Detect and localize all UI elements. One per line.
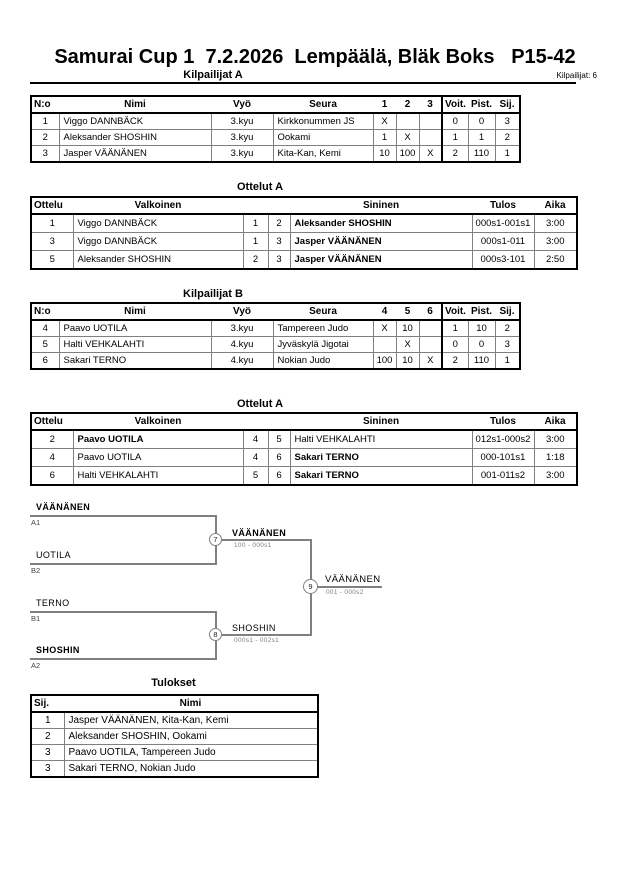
cell-name: Sakari TERNO, Nokian Judo (64, 761, 318, 778)
col-header-time: Aika (534, 197, 577, 214)
cell-blue-name: Sakari TERNO (290, 467, 472, 486)
col-header-r1: 4 (373, 303, 396, 320)
cell-match-no: 1 (31, 214, 73, 233)
col-header-no: N:o (31, 96, 59, 113)
page-title: Samurai Cup 1 7.2.2026 Lempäälä, Bläk Boks P15-42 (54, 46, 576, 68)
result-row (31, 712, 318, 729)
bracket-line (216, 539, 312, 541)
col-header-place: Sij. (495, 96, 520, 113)
bracket-entry-name: UOTILA (36, 550, 71, 560)
bracket-line (30, 515, 217, 517)
col-header-r2: 5 (396, 303, 419, 320)
cell-place: 3 (495, 337, 520, 353)
header-rule (30, 82, 576, 84)
col-header-wins: Voit. (442, 96, 468, 113)
cell-club: Nokian Judo (273, 353, 373, 370)
cell-wins: 2 (442, 146, 468, 163)
pool-b-row (31, 337, 520, 353)
cell-blue-name: Jasper VÄÄNÄNEN (290, 251, 472, 270)
match-row (31, 467, 577, 486)
cell-blue-no: 3 (268, 251, 290, 270)
col-header-r1: 1 (373, 96, 396, 113)
cell-club: Kita-Kan, Kemi (273, 146, 373, 163)
col-header-r3: 6 (419, 303, 442, 320)
match-row (31, 251, 577, 270)
cell-r1 (373, 337, 396, 353)
bracket-entry-name: TERNO (36, 598, 70, 608)
col-header-white-no (243, 413, 268, 430)
cell-wins: 1 (442, 130, 468, 146)
matches-b-header-row (31, 413, 577, 430)
cell-place: 1 (495, 146, 520, 163)
cell-time: 3:00 (534, 214, 577, 233)
match-row (31, 233, 577, 251)
cell-points: 0 (468, 337, 495, 353)
cell-points: 10 (468, 320, 495, 337)
match-number-circle: 7 (209, 533, 222, 546)
cell-r2: X (396, 337, 419, 353)
cell-belt: 3.kyu (211, 320, 273, 337)
cell-points: 1 (468, 130, 495, 146)
cell-belt: 4.kyu (211, 353, 273, 370)
bracket-seed: A1 (31, 518, 41, 527)
cell-white-no: 4 (243, 449, 268, 467)
cell-belt: 3.kyu (211, 146, 273, 163)
cell-blue-no: 3 (268, 233, 290, 251)
matches-a-header-row (31, 197, 577, 214)
cell-no: 6 (31, 353, 59, 370)
bracket-entry-name: VÄÄNÄNEN (36, 502, 91, 512)
cell-points: 110 (468, 353, 495, 370)
cell-r1: 1 (373, 130, 396, 146)
col-header-club: Seura (273, 96, 373, 113)
match-winner-name: VÄÄNÄNEN (232, 528, 287, 538)
pool-b-table (30, 302, 521, 370)
bracket-line (216, 634, 312, 636)
col-header-blue: Sininen (290, 413, 472, 430)
section-title-matches-a: Ottelut A (236, 181, 284, 193)
section-title-matches-b: Ottelut A (236, 398, 284, 410)
cell-name: Halti VEHKALAHTI (59, 337, 211, 353)
cell-blue-name: Aleksander SHOSHIN (290, 214, 472, 233)
col-header-name: Nimi (59, 303, 211, 320)
col-header-time: Aika (534, 413, 577, 430)
cell-match-no: 4 (31, 449, 73, 467)
cell-points: 110 (468, 146, 495, 163)
pool-b-row (31, 320, 520, 337)
cell-name: Aleksander SHOSHIN (59, 130, 211, 146)
cell-r1: X (373, 113, 396, 130)
cell-name: Jasper VÄÄNÄNEN (59, 146, 211, 163)
cell-name: Jasper VÄÄNÄNEN, Kita-Kan, Kemi (64, 712, 318, 729)
cell-blue-no: 2 (268, 214, 290, 233)
match-score: 100 - 000s1 (234, 542, 272, 549)
cell-no: 2 (31, 130, 59, 146)
cell-white-no: 1 (243, 233, 268, 251)
bracket-line (30, 658, 217, 660)
col-header-place: Sij. (495, 303, 520, 320)
cell-r2: 100 (396, 146, 419, 163)
cell-white-no: 2 (243, 251, 268, 270)
results-header-row (31, 695, 318, 712)
cell-white-name: Viggo DANNBÄCK (73, 214, 243, 233)
cell-match-no: 3 (31, 233, 73, 251)
cell-place: 2 (31, 729, 64, 745)
cell-blue-no: 6 (268, 449, 290, 467)
cell-match-no: 5 (31, 251, 73, 270)
match-score: 000s1 - 002s1 (234, 637, 280, 644)
col-header-blue: Sininen (290, 197, 472, 214)
cell-wins: 0 (442, 113, 468, 130)
cell-name: Paavo UOTILA, Tampereen Judo (64, 745, 318, 761)
cell-name: Viggo DANNBÄCK (59, 113, 211, 130)
cell-result: 001-011s2 (472, 467, 534, 486)
cell-blue-no: 6 (268, 467, 290, 486)
col-header-r3: 3 (419, 96, 442, 113)
cell-place: 3 (495, 113, 520, 130)
bracket-entry-name: SHOSHIN (36, 645, 80, 655)
cell-blue-no: 5 (268, 430, 290, 449)
cell-white-no: 4 (243, 430, 268, 449)
cell-white-name: Viggo DANNBÄCK (73, 233, 243, 251)
cell-wins: 1 (442, 320, 468, 337)
col-header-white: Valkoinen (73, 197, 243, 214)
cell-result: 000s3-101 (472, 251, 534, 270)
cell-white-name: Paavo UOTILA (73, 449, 243, 467)
cell-result: 000s1-001s1 (472, 214, 534, 233)
cell-r1: 100 (373, 353, 396, 370)
col-header-result: Tulos (472, 197, 534, 214)
col-header-r2: 2 (396, 96, 419, 113)
cell-white-no: 1 (243, 214, 268, 233)
cell-white-name: Aleksander SHOSHIN (73, 251, 243, 270)
cell-club: Jyväskylä Jigotai (273, 337, 373, 353)
match-row (31, 430, 577, 449)
cell-r3 (419, 113, 442, 130)
col-header-name: Nimi (64, 695, 318, 712)
match-number-circle: 9 (303, 579, 318, 594)
cell-place: 1 (31, 712, 64, 729)
cell-name: Sakari TERNO (59, 353, 211, 370)
bracket-seed: B2 (31, 566, 41, 575)
cell-time: 1:18 (534, 449, 577, 467)
col-header-match: Ottelu (31, 413, 73, 430)
cell-wins: 0 (442, 337, 468, 353)
pool-a-row (31, 146, 520, 163)
bracket-line (30, 563, 217, 565)
cell-r3: X (419, 353, 442, 370)
cell-result: 000s1-011 (472, 233, 534, 251)
cell-time: 3:00 (534, 430, 577, 449)
cell-place: 2 (495, 320, 520, 337)
cell-no: 4 (31, 320, 59, 337)
cell-r2: 10 (396, 353, 419, 370)
section-title-pool-b: Kilpailijat B (183, 288, 243, 300)
cell-blue-name: Jasper VÄÄNÄNEN (290, 233, 472, 251)
result-row (31, 729, 318, 745)
section-title-pool-a: Kilpailijat A (183, 69, 243, 81)
result-row (31, 761, 318, 778)
competitor-count: Kilpailijat: 6 (556, 71, 597, 80)
cell-r3 (419, 337, 442, 353)
match-winner-name: SHOSHIN (232, 623, 276, 633)
cell-belt: 3.kyu (211, 130, 273, 146)
cell-white-name: Paavo UOTILA (73, 430, 243, 449)
matches-b-table (30, 412, 578, 486)
cell-name: Paavo UOTILA (59, 320, 211, 337)
bracket-seed: A2 (31, 661, 41, 670)
cell-r3 (419, 320, 442, 337)
pool-a-row (31, 130, 520, 146)
match-number-circle: 8 (209, 628, 222, 641)
col-header-name: Nimi (59, 96, 211, 113)
cell-time: 3:00 (534, 467, 577, 486)
cell-name: Aleksander SHOSHIN, Ookami (64, 729, 318, 745)
cell-r2: X (396, 130, 419, 146)
section-title-results: Tulokset (151, 677, 196, 689)
cell-match-no: 2 (31, 430, 73, 449)
bracket-seed: B1 (31, 614, 41, 623)
col-header-white: Valkoinen (73, 413, 243, 430)
bracket-line (310, 587, 312, 636)
match-row (31, 449, 577, 467)
bracket-line (311, 586, 382, 588)
cell-club: Tampereen Judo (273, 320, 373, 337)
col-header-no: N:o (31, 303, 59, 320)
cell-club: Kirkkonummen JS (273, 113, 373, 130)
match-winner-name: VÄÄNÄNEN (325, 574, 381, 585)
pool-a-header-row (31, 96, 520, 113)
cell-blue-name: Halti VEHKALAHTI (290, 430, 472, 449)
cell-result: 012s1-000s2 (472, 430, 534, 449)
cell-no: 3 (31, 146, 59, 163)
col-header-club: Seura (273, 303, 373, 320)
cell-white-no: 5 (243, 467, 268, 486)
cell-white-name: Halti VEHKALAHTI (73, 467, 243, 486)
cell-r3 (419, 130, 442, 146)
cell-place: 1 (495, 353, 520, 370)
cell-match-no: 6 (31, 467, 73, 486)
col-header-place: Sij. (31, 695, 64, 712)
cell-wins: 2 (442, 353, 468, 370)
cell-club: Ookami (273, 130, 373, 146)
cell-no: 1 (31, 113, 59, 130)
pool-b-row (31, 353, 520, 370)
result-row (31, 745, 318, 761)
cell-time: 2:50 (534, 251, 577, 270)
col-header-points: Pist. (468, 96, 495, 113)
col-header-wins: Voit. (442, 303, 468, 320)
cell-place: 3 (31, 761, 64, 778)
cell-blue-name: Sakari TERNO (290, 449, 472, 467)
cell-points: 0 (468, 113, 495, 130)
pool-b-header-row (31, 303, 520, 320)
cell-r2: 10 (396, 320, 419, 337)
col-header-blue-no (268, 197, 290, 214)
col-header-points: Pist. (468, 303, 495, 320)
pool-a-table (30, 95, 521, 163)
match-score: 001 - 000s2 (326, 589, 364, 596)
cell-r1: 10 (373, 146, 396, 163)
results-table (30, 694, 319, 778)
cell-r2 (396, 113, 419, 130)
cell-place: 2 (495, 130, 520, 146)
col-header-belt: Vyö (211, 303, 273, 320)
col-header-result: Tulos (472, 413, 534, 430)
cell-no: 5 (31, 337, 59, 353)
cell-belt: 4.kyu (211, 337, 273, 353)
match-row (31, 214, 577, 233)
cell-r1: X (373, 320, 396, 337)
col-header-white-no (243, 197, 268, 214)
cell-time: 3:00 (534, 233, 577, 251)
bracket-line (30, 611, 217, 613)
cell-r3: X (419, 146, 442, 163)
col-header-blue-no (268, 413, 290, 430)
col-header-match: Ottelu (31, 197, 73, 214)
matches-a-table (30, 196, 578, 270)
cell-result: 000-101s1 (472, 449, 534, 467)
col-header-belt: Vyö (211, 96, 273, 113)
cell-belt: 3.kyu (211, 113, 273, 130)
pool-a-row (31, 113, 520, 130)
cell-place: 3 (31, 745, 64, 761)
